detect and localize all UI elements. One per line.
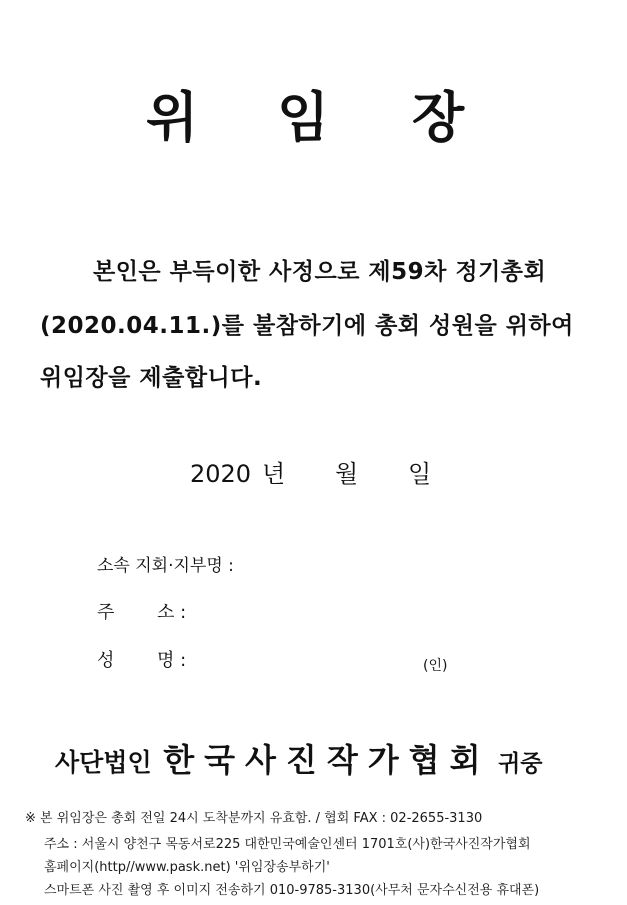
recipient-org-prefix: 사단법인 xyxy=(55,748,152,777)
address-label-2: 소 : xyxy=(157,602,187,623)
address-label-1: 주 xyxy=(97,602,115,623)
body-line-2: (2020.04.11.)를 불참하기에 총회 성원을 위하여 xyxy=(40,313,574,339)
notice-line-4: 스마트폰 사진 촬영 후 이미지 전송하기 010-9785-3130(사무처 문자수신전용 휴대폰) xyxy=(44,883,540,898)
seal-mark: (인) xyxy=(423,658,448,674)
notice-line-3: 홈페이지(http//www.pask.net) '위임장송부하기' xyxy=(44,860,330,875)
date-year-unit: 년 xyxy=(262,460,286,488)
notice-line-2: 주소 : 서울시 양천구 목동서로225 대한민국예술인센터 1701호(사)한국사진작가협회 xyxy=(44,837,531,852)
date-day-unit: 일 xyxy=(408,460,432,488)
date-year: 2020 xyxy=(190,460,252,488)
recipient-suffix: 귀중 xyxy=(498,751,543,777)
body-line-3: 위임장을 제출합니다. xyxy=(40,365,263,391)
document-title xyxy=(0,82,627,162)
title-char-1: 위 xyxy=(146,85,199,149)
name-label-1: 성 xyxy=(97,650,115,671)
title-char-2: 임 xyxy=(277,85,330,149)
notice-line-1: ※ 본 위임장은 총회 전일 24시 도착분까지 유효함. / 협회 FAX : 02-2655-3130 xyxy=(25,811,483,826)
title-char-3: 장 xyxy=(412,85,465,149)
recipient-org-name: 한국사진작가협회 xyxy=(163,741,491,779)
recipient-line xyxy=(55,738,543,788)
name-label-2: 명 : xyxy=(157,650,187,671)
affiliation-label: 소속 지회·지부명 : xyxy=(97,556,234,576)
date-month-unit: 월 xyxy=(335,460,359,488)
body-line-1: 본인은 부득이한 사정으로 제59차 정기총회 xyxy=(93,259,547,285)
